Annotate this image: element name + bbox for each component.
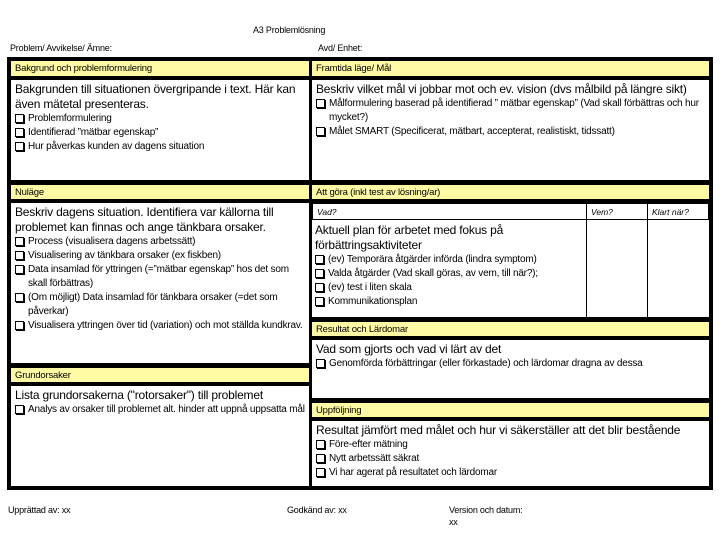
checklist-item	[315, 267, 545, 281]
checklist-item	[315, 281, 545, 295]
checkbox-icon	[316, 454, 325, 463]
checklist-item	[316, 438, 705, 452]
checkbox-icon	[15, 237, 24, 246]
col-vad: Vad?	[312, 203, 587, 220]
attgora-checklist	[315, 253, 545, 309]
checkbox-icon	[316, 99, 325, 108]
nulage-header: Nuläge	[9, 183, 311, 201]
bakgrund-checklist	[15, 112, 305, 154]
checkbox-icon	[15, 405, 24, 414]
attgora-section	[310, 201, 711, 319]
checklist-item	[316, 452, 705, 466]
checklist-item	[15, 403, 305, 417]
checkbox-icon	[15, 142, 24, 151]
checklist-item	[316, 357, 705, 371]
resultat-checklist	[316, 357, 705, 371]
godkand-label: Godkänd av: xx	[287, 505, 347, 515]
checklist-item-label: Vi har agerat på resultatet och lärdomar	[329, 467, 498, 478]
checkbox-icon	[15, 321, 24, 330]
checklist-item	[15, 112, 305, 126]
checklist-item-label: (ev) Temporära åtgärder införda (lindra symptom)	[328, 254, 537, 265]
checkbox-icon	[15, 293, 24, 302]
resultat-header: Resultat och Lärdomar	[310, 320, 711, 338]
grund-section	[9, 384, 311, 488]
framtida-text: Beskriv vilket mål vi jobbar mot och ev. vision (dvs målbild på längre sikt)	[316, 82, 687, 96]
checklist-item-label: Analys av orsaker till problemet alt. hinder att uppnå uppsatta mål	[28, 404, 305, 415]
checklist-item-label: Före-efter mätning	[329, 439, 408, 450]
checkbox-icon	[315, 297, 324, 306]
checkbox-icon	[315, 255, 324, 264]
checklist-item-label: Identifierad ”mätbar egenskap”	[28, 127, 159, 138]
checklist-item-label: (ev) test i liten skala	[328, 282, 412, 293]
version-value: xx	[449, 517, 458, 527]
problem-label: Problem/ Avvikelse/ Ämne:	[10, 43, 112, 53]
uppfoljning-text: Resultat jämfört med målet och hur vi säkerställer att det blir bestående	[316, 423, 681, 437]
checklist-item-label: Visualisera yttringen över tid (variation) och mot ställda kundkrav.	[28, 320, 303, 331]
grund-header: Grundorsaker	[9, 366, 311, 384]
framtida-section	[310, 78, 711, 182]
checklist-item	[15, 263, 305, 291]
checklist-item-label: (Om möjligt) Data insamlad för tänkbara orsaker (=det som påverkar)	[28, 292, 278, 317]
resultat-text: Vad som gjorts och vad vi lärt av det	[316, 342, 502, 356]
checklist-item-label: Kommunikationsplan	[328, 296, 418, 307]
checklist-item	[15, 126, 305, 140]
nulage-checklist	[15, 235, 305, 333]
checklist-item-label: Genomförda förbättringar (eller förkastade) och lärdomar dragna av dessa	[329, 358, 643, 369]
nulage-section	[9, 201, 311, 365]
uppfoljning-section	[310, 419, 711, 488]
framtida-header: Framtida läge/ Mål	[310, 59, 711, 78]
checklist-item-label: Målformulering baserad på identifierad ” mätbar egenskap” (Vad skall förbättras och hur mycket?)	[329, 98, 699, 123]
framtida-checklist	[316, 97, 705, 139]
checklist-item-label: Målet SMART (Specificerat, mätbart, accepterat, realistiskt, tidssatt)	[329, 126, 615, 137]
checklist-item	[315, 253, 545, 267]
checklist-item	[15, 249, 305, 263]
checklist-item-label: Visualisering av tänkbara orsaker (ex fiskben)	[28, 250, 221, 261]
grund-checklist	[15, 403, 305, 417]
bakgrund-header: Bakgrund och problemformulering	[9, 59, 311, 78]
checklist-item	[15, 291, 305, 319]
attgora-text: Aktuell plan för arbetet med fokus på förbättringsaktiviteter	[315, 223, 504, 252]
bakgrund-section	[9, 78, 311, 182]
department-label: Avd/ Enhet:	[318, 43, 363, 53]
uppfoljning-checklist	[316, 438, 705, 480]
checklist-item	[316, 466, 705, 480]
col-vem: Vem?	[586, 203, 648, 220]
nulage-text: Beskriv dagens situation. Identifiera var källorna till problemet kan finnas och ange tänkbara orsaker.	[15, 205, 274, 234]
checklist-item-label: Process (visualisera dagens arbetssätt)	[28, 236, 196, 247]
checklist-item	[15, 235, 305, 249]
checkbox-icon	[316, 440, 325, 449]
checklist-item	[316, 97, 705, 125]
col-klart: Klart när?	[647, 203, 709, 220]
checklist-item	[15, 319, 305, 333]
resultat-section	[310, 338, 711, 400]
uppfoljning-header: Uppföljning	[310, 401, 711, 419]
bakgrund-text: Bakgrunden till situationen övergripande i text. Här kan även mätetal presenteras.	[15, 82, 296, 111]
checklist-item-label: Nytt arbetssätt säkrat	[329, 453, 420, 464]
checkbox-icon	[15, 265, 24, 274]
checklist-item-label: Valda åtgärder (Vad skall göras, av vem, till när?);	[328, 268, 538, 279]
grund-text: Lista grundorsakerna ("rotorsaker") till problemet	[15, 388, 263, 402]
checkbox-icon	[15, 114, 24, 123]
checklist-item	[316, 125, 705, 139]
page-title: A3 Problemlösning	[253, 25, 326, 35]
checkbox-icon	[316, 468, 325, 477]
checkbox-icon	[15, 251, 24, 260]
checkbox-icon	[315, 283, 324, 292]
version-label: Version och datum:	[449, 505, 523, 515]
checklist-item	[15, 140, 305, 154]
attgora-header: Att göra (inkl test av lösning/ar)	[310, 183, 711, 201]
checklist-item-label: Hur påverkas kunden av dagens situation	[28, 141, 205, 152]
checkbox-icon	[315, 269, 324, 278]
checkbox-icon	[316, 359, 325, 368]
upprattad-label: Upprättad av: xx	[8, 505, 71, 515]
checkbox-icon	[316, 127, 325, 136]
checklist-item-label: Problemformulering	[28, 113, 112, 124]
checkbox-icon	[15, 128, 24, 137]
checklist-item	[315, 295, 545, 309]
checklist-item-label: Data insamlad för yttringen (=”mätbar egenskap” hos det som skall förbättras)	[28, 264, 289, 289]
